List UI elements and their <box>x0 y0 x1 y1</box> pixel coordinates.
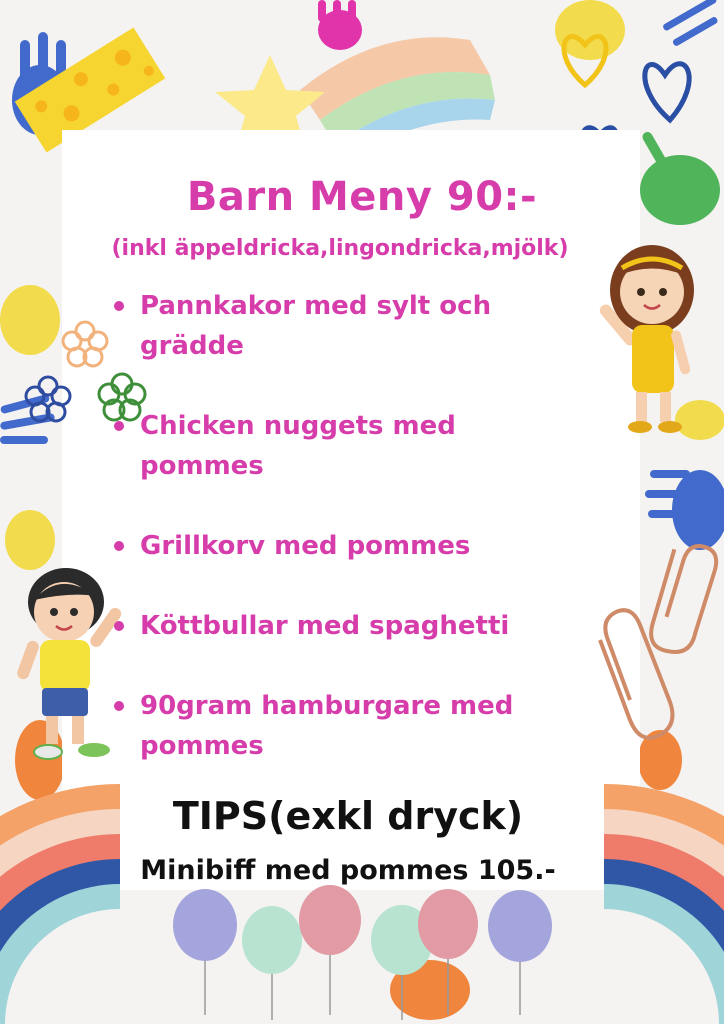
menu-item-line: Chicken nuggets med <box>140 411 456 441</box>
balloons <box>173 885 552 1020</box>
balloon-mint-1 <box>242 906 302 1020</box>
menu-item <box>112 406 572 486</box>
menu-subtitle: (inkl äppeldricka,lingondricka,mjölk) <box>111 236 569 261</box>
bullet-dot <box>114 421 124 431</box>
menu-item <box>112 286 572 366</box>
handprint-blue-top-right <box>662 0 719 47</box>
menu-list <box>112 286 572 766</box>
menu-item-line: Grillkorv med pommes <box>140 531 471 561</box>
menu-item <box>112 526 572 566</box>
menu-item-line: Köttbullar med spaghetti <box>140 611 510 641</box>
menu-item-line: grädde <box>140 331 244 361</box>
bullet-dot <box>114 621 124 631</box>
tips-title: TIPS(exkl dryck) <box>172 794 524 838</box>
menu-item-line: 90gram hamburgare med <box>140 691 514 721</box>
menu-item-line: pommes <box>140 731 264 761</box>
tips-line: Minibiff med pommes 105.- <box>140 855 556 886</box>
balloon-purple-1 <box>173 889 237 1015</box>
balloon-purple-2 <box>488 890 552 1015</box>
menu-item <box>112 686 572 766</box>
handprint-magenta-top <box>318 0 362 50</box>
menu-item-line: pommes <box>140 451 264 481</box>
bullet-dot <box>114 541 124 551</box>
menu-item <box>112 606 572 646</box>
bullet-dot <box>114 301 124 311</box>
handprint-blue-right <box>645 470 724 550</box>
bullet-dot <box>114 701 124 711</box>
menu-item-line: Pannkakor med sylt och <box>140 291 492 321</box>
menu-title: Barn Meny 90:- <box>186 174 538 220</box>
balloon-rose-1 <box>299 885 361 1015</box>
